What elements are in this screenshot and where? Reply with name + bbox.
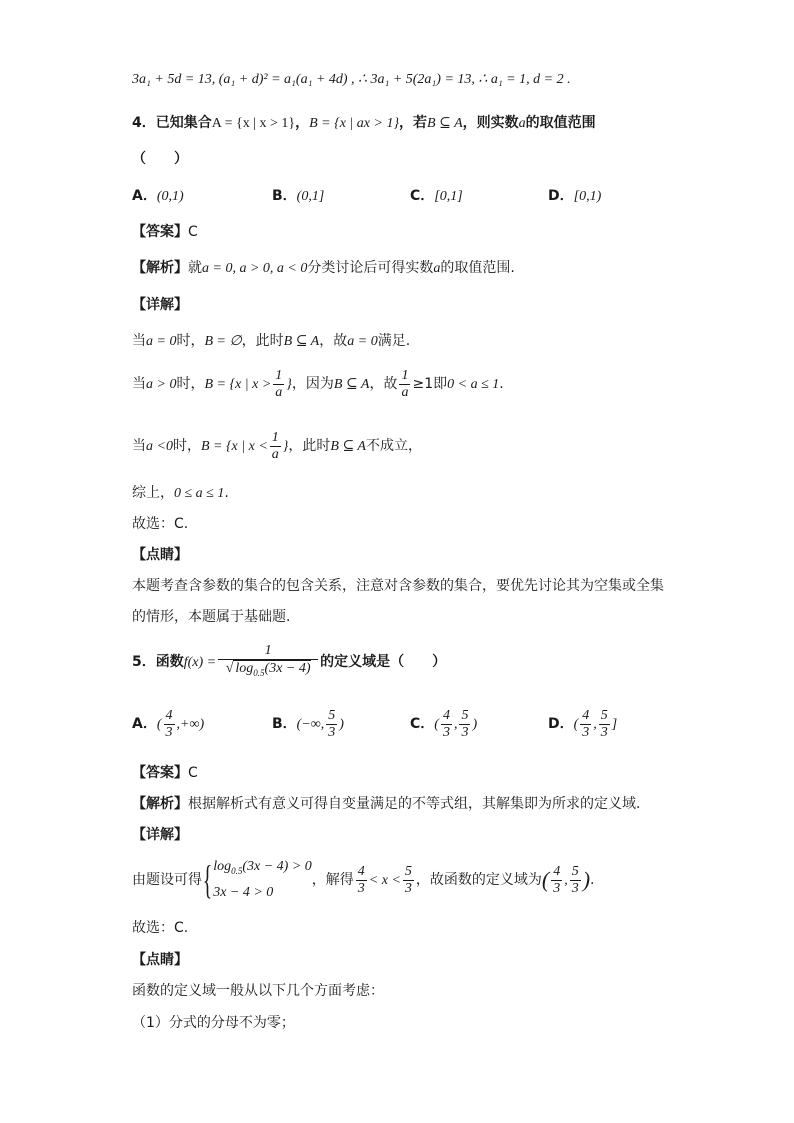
numerator: 4: [582, 707, 590, 723]
fraction: [441, 708, 452, 741]
log-arg: (3x − 4): [264, 661, 311, 677]
paren-open: (: [541, 867, 550, 892]
q4-paren: （ ）: [132, 151, 188, 167]
q5-detail: [132, 856, 595, 905]
text: 不成立，: [365, 438, 422, 454]
denominator: 3: [600, 724, 608, 740]
denominator: √ $\log_{0.5}(3x - 4)$: [218, 660, 318, 681]
q4-analysis: [132, 258, 515, 279]
q5-option-b: [272, 706, 344, 743]
fraction: [551, 864, 562, 897]
math: a = 0: [146, 334, 177, 349]
q5-comment-1: 函数的定义域一般从以下几个方面考虑：: [132, 983, 384, 999]
option-value: (0,1]: [296, 189, 325, 204]
fraction: [570, 864, 581, 897]
answer-tag: 【答案】: [132, 765, 188, 781]
text: 时，: [172, 438, 201, 454]
math: B ⊆ A: [333, 377, 370, 392]
denominator: a: [271, 446, 279, 462]
math: B = ∅: [204, 334, 242, 349]
q4-middle: ，若: [399, 115, 428, 131]
option-label: D．: [548, 188, 574, 204]
q5-analysis: [132, 794, 640, 814]
math: B ⊆ A: [283, 334, 320, 349]
denominator: 3: [461, 724, 469, 740]
comma: ,: [453, 717, 458, 732]
text: ，解得: [311, 872, 354, 888]
q5-prefix: 5．函数: [132, 654, 184, 670]
solution-line-prev: 3a₁ + 5d = 13, (a₁ + d)² = a₁(a₁ + 4d) , ∴ 3a₁ + 5(2a₁) = 13, ∴ a₁ = 1, d = 2 .: [132, 72, 571, 87]
q4-detail-tag: 【详解】: [132, 297, 188, 313]
option-label: A．: [132, 716, 157, 732]
paren-close: ): [582, 867, 591, 892]
comma: ,: [564, 873, 568, 888]
fraction: [599, 708, 610, 741]
option-label: B．: [272, 716, 297, 732]
text: 时，: [176, 333, 205, 349]
q5-option-c: [410, 706, 477, 743]
numerator: 5: [328, 707, 336, 723]
q4-comment-tag: 【点睛】: [132, 547, 188, 563]
ineq-2: 3x − 4 > 0: [213, 884, 274, 900]
option-value: [0,1): [573, 189, 602, 204]
q4-option-a: [132, 185, 184, 205]
q5-option-a: [132, 706, 204, 743]
math: a: [433, 261, 441, 276]
set-a: A = {x | x > 1}: [211, 116, 296, 131]
text: (3x − 4) > 0: [242, 859, 312, 875]
denominator: a: [401, 384, 409, 400]
answer-value: C: [188, 765, 198, 781]
denominator: 3: [442, 724, 450, 740]
math: a = 0: [347, 334, 378, 349]
inequality-system: [213, 856, 312, 904]
numerator: 1: [271, 429, 279, 445]
q4-case-2: [132, 366, 504, 403]
math: a <0: [146, 439, 173, 454]
q4-case-3: [132, 428, 422, 465]
denominator: 3: [357, 880, 365, 896]
log-base: 0.5: [231, 865, 243, 876]
q5-detail-tag: 【详解】: [132, 827, 188, 843]
math: (: [156, 717, 162, 732]
denominator: 3: [328, 724, 336, 740]
answer-tag: 【答案】: [132, 224, 188, 240]
text: ，此时: [288, 438, 331, 454]
q4-prefix: 4．已知集合: [132, 115, 212, 131]
question-5-stem: [132, 640, 446, 685]
q4-option-c: [410, 185, 463, 205]
denominator: 3: [165, 724, 173, 740]
option-label: C．: [410, 188, 435, 204]
fraction: [403, 864, 414, 897]
text: 由题设可得: [132, 872, 202, 888]
text: 综上，: [132, 485, 174, 501]
fraction: [326, 708, 337, 741]
text: 时，: [176, 376, 205, 392]
fraction: [273, 368, 284, 401]
denominator: 3: [571, 880, 579, 896]
math: ]: [611, 717, 618, 732]
q4-suffix: ，则实数: [462, 115, 519, 131]
text: 分类讨论后可得实数: [307, 260, 434, 276]
numerator: 5: [571, 863, 579, 879]
option-value: [0,1]: [434, 189, 463, 204]
log: log: [213, 859, 232, 875]
q5-choose: 故选：C.: [132, 920, 189, 936]
period: .: [590, 872, 595, 888]
numerator: 5: [461, 707, 469, 723]
analysis-tag: 【解析】: [132, 260, 188, 276]
denominator: a: [275, 384, 283, 400]
text: ≥1即: [412, 376, 448, 392]
numerator: 1: [401, 367, 409, 383]
text: .: [224, 485, 229, 501]
option-label: C．: [410, 716, 435, 732]
numerator: 1: [275, 367, 283, 383]
text: ，此时: [241, 333, 284, 349]
fraction: [399, 368, 410, 401]
fraction: [459, 708, 470, 741]
q5-comment-tag: 【点睛】: [132, 952, 188, 968]
math: ): [472, 717, 478, 732]
function-name: f(x) =: [183, 655, 217, 670]
text: .: [499, 376, 504, 392]
math: B = {x | x >: [204, 377, 272, 392]
fraction: [270, 430, 281, 463]
option-label: A．: [132, 188, 157, 204]
math: ,+∞): [176, 717, 205, 732]
numerator: 1: [218, 643, 318, 660]
q5-answer: [132, 763, 198, 783]
q4-end: 的取值范围: [525, 115, 596, 131]
q4-comma: ，: [295, 115, 310, 131]
q4-choose: 故选：C.: [132, 516, 189, 532]
denominator: 3: [582, 724, 590, 740]
text: ，故函数的定义域为: [415, 872, 542, 888]
option-label: D．: [548, 716, 574, 732]
set-b: B = {x | ax > 1}: [309, 116, 400, 131]
numerator: 5: [404, 863, 412, 879]
answer-value: C: [188, 224, 198, 240]
math: (: [434, 717, 439, 732]
fraction: [580, 708, 591, 741]
function-fraction: [218, 643, 318, 681]
option-label: B．: [272, 188, 297, 204]
q4-option-b: [272, 185, 324, 205]
q4-summary: [132, 483, 229, 504]
q4-answer: [132, 222, 198, 242]
math: 0 < a ≤ 1: [447, 377, 500, 392]
q4-case-1: [132, 331, 410, 352]
text: ，故: [319, 333, 348, 349]
math: B ⊆ A: [330, 439, 366, 454]
q4-comment-1: 本题考查含参数的集合的包含关系，注意对含参数的集合，要优先讨论其为空集或全集: [132, 578, 664, 594]
q4-option-d: [548, 185, 601, 205]
q5-comment-2: （1）分式的分母不为零；: [132, 1015, 295, 1031]
math: B = {x | x <: [200, 439, 268, 454]
denominator: 3: [553, 880, 561, 896]
math: }: [282, 439, 289, 454]
text: 当: [132, 376, 146, 392]
text: 就: [188, 260, 202, 276]
log: log: [235, 661, 254, 677]
math: < x <: [368, 873, 401, 888]
brace: {: [202, 857, 213, 902]
analysis-tag: 【解析】: [132, 796, 188, 812]
math: a > 0: [146, 377, 177, 392]
denominator: 3: [404, 880, 412, 896]
numerator: 4: [165, 707, 173, 723]
q5-suffix: 的定义域是（ ）: [320, 654, 447, 670]
text: 当: [132, 333, 146, 349]
math: 0 ≤ a ≤ 1: [174, 486, 225, 501]
q4-comment-2: 的情形，本题属于基础题.: [132, 609, 291, 625]
text: ，因为: [291, 376, 334, 392]
numerator: 4: [357, 863, 365, 879]
text: 的取值范围.: [440, 260, 515, 276]
text: 根据解析式有意义可得自变量满足的不等式组，其解集即为所求的定义域.: [188, 796, 641, 812]
math: (−∞,: [296, 717, 325, 732]
fraction: [164, 708, 175, 741]
math: }: [286, 377, 292, 392]
math: ): [339, 717, 344, 732]
comma: ,: [593, 717, 597, 732]
option-value: (0,1): [156, 189, 184, 204]
text: 当: [132, 438, 146, 454]
text: 满足.: [377, 333, 411, 349]
q5-option-d: [548, 706, 617, 743]
math: (: [573, 717, 579, 732]
q4-condition: B ⊆ A: [427, 116, 463, 131]
q4-var: a: [518, 116, 526, 131]
numerator: 5: [600, 707, 608, 723]
log-base: 0.5: [253, 667, 265, 678]
question-4-stem: [132, 113, 596, 134]
numerator: 4: [553, 863, 561, 879]
fraction: [356, 864, 367, 897]
text: ，故: [369, 376, 398, 392]
ineq-1: [213, 856, 312, 882]
math: a = 0, a > 0, a < 0: [202, 261, 308, 276]
numerator: 4: [442, 707, 450, 723]
